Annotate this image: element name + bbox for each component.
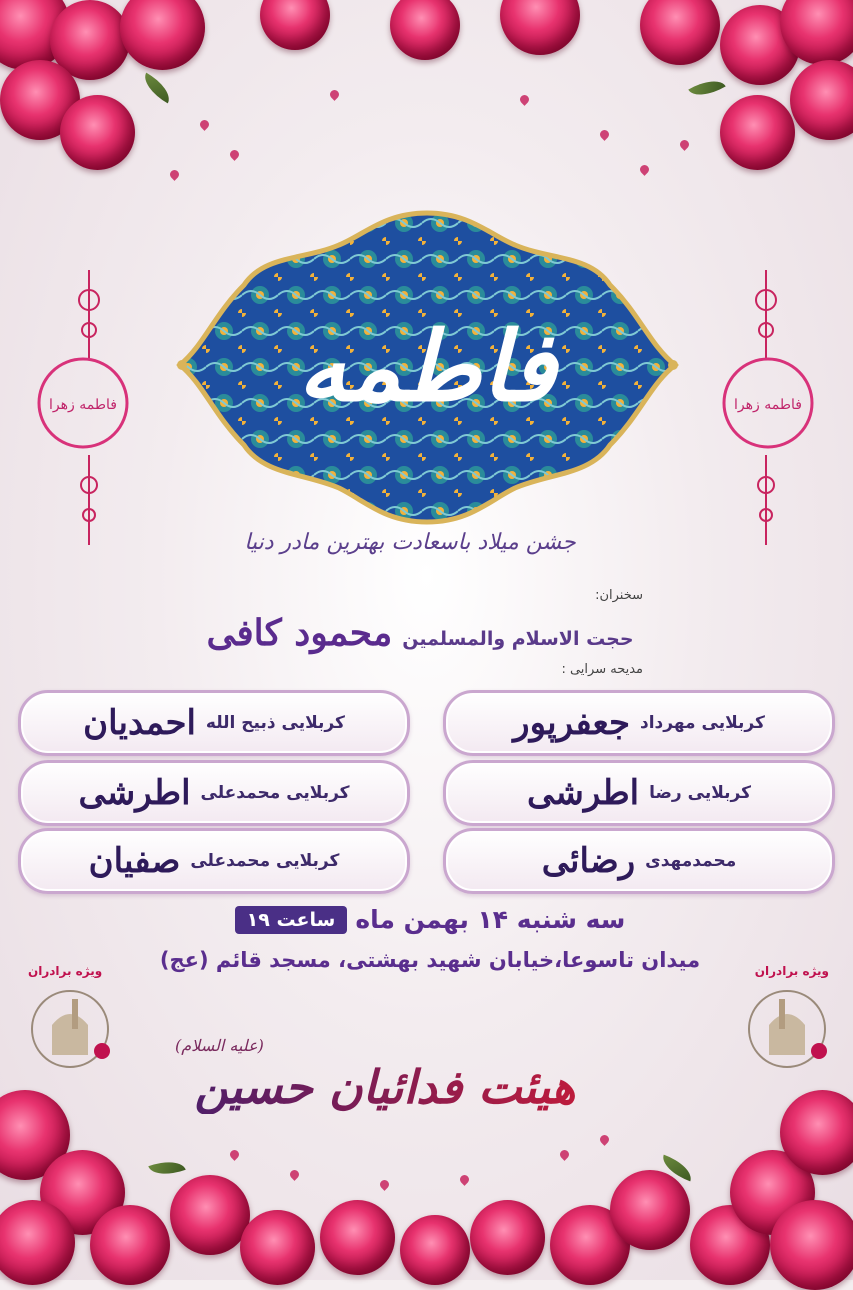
event-subtitle: جشن میلاد باسعادت بهترین مادر دنیا bbox=[244, 530, 576, 555]
eulogist-prefix: کربلایی محمدعلی bbox=[200, 783, 350, 803]
right-emblem-text: فاطمه زهرا bbox=[734, 397, 802, 413]
eulogist-prefix: کربلایی محمدعلی bbox=[190, 851, 340, 871]
eulogist-card bbox=[443, 828, 835, 894]
right-bottom-ornament bbox=[752, 455, 780, 545]
right-shrine-logo bbox=[739, 985, 835, 1073]
medallion-calligraphy: فاطمه bbox=[297, 310, 557, 423]
left-shrine-logo bbox=[22, 985, 118, 1073]
audience-tag-right: ویژه برادران bbox=[754, 964, 829, 978]
eulogists-label: مدیحه سرایی : bbox=[561, 662, 643, 677]
organizer-logo bbox=[175, 1018, 675, 1138]
event-date-line bbox=[150, 905, 710, 934]
speaker-name: محمود کافی bbox=[206, 612, 393, 654]
eulogist-card bbox=[443, 690, 835, 756]
eulogist-surname: جعفرپور bbox=[513, 703, 630, 743]
event-date: سه شنبه ۱۴ بهمن ماه bbox=[355, 905, 626, 934]
eulogist-card bbox=[18, 690, 410, 756]
left-emblem-text: فاطمه زهرا bbox=[49, 397, 117, 413]
eulogist-surname: اطرشی bbox=[78, 773, 191, 813]
speaker-line bbox=[140, 612, 700, 654]
speakers-label: سخنران: bbox=[595, 588, 643, 603]
left-top-ornament bbox=[75, 270, 103, 360]
left-bottom-ornament bbox=[75, 455, 103, 545]
eulogist-surname: صفیان bbox=[88, 841, 181, 881]
fatemeh-medallion bbox=[170, 205, 685, 530]
right-top-ornament bbox=[752, 270, 780, 360]
eulogist-surname: رضائی bbox=[541, 841, 636, 881]
eulogist-surname: اطرشی bbox=[527, 773, 640, 813]
left-fatemeh-emblem bbox=[35, 355, 131, 451]
eulogist-prefix: محمدمهدی bbox=[645, 851, 737, 871]
eulogist-prefix: کربلایی مهرداد bbox=[639, 713, 765, 733]
organizer-honorific: (علیه السلام) bbox=[175, 1036, 264, 1055]
eulogist-prefix: کربلایی ذبیح الله bbox=[205, 713, 345, 733]
event-address: میدان تاسوعا،خیابان شهید بهشتی، مسجد قائم (عج) bbox=[159, 948, 701, 972]
speaker-title: حجت الاسلام والمسلمین bbox=[402, 628, 634, 650]
event-time-badge: ساعت ۱۹ bbox=[235, 906, 348, 934]
eulogist-surname: احمدیان bbox=[83, 703, 196, 743]
organizer-name: هیئت فدائیان حسین bbox=[175, 1060, 595, 1114]
eulogist-card bbox=[18, 828, 410, 894]
eulogist-prefix: کربلایی رضا bbox=[649, 783, 751, 803]
right-fatemeh-emblem bbox=[720, 355, 816, 451]
eulogist-card bbox=[443, 760, 835, 826]
eulogist-card bbox=[18, 760, 410, 826]
audience-tag-left: ویژه برادران bbox=[28, 964, 103, 978]
